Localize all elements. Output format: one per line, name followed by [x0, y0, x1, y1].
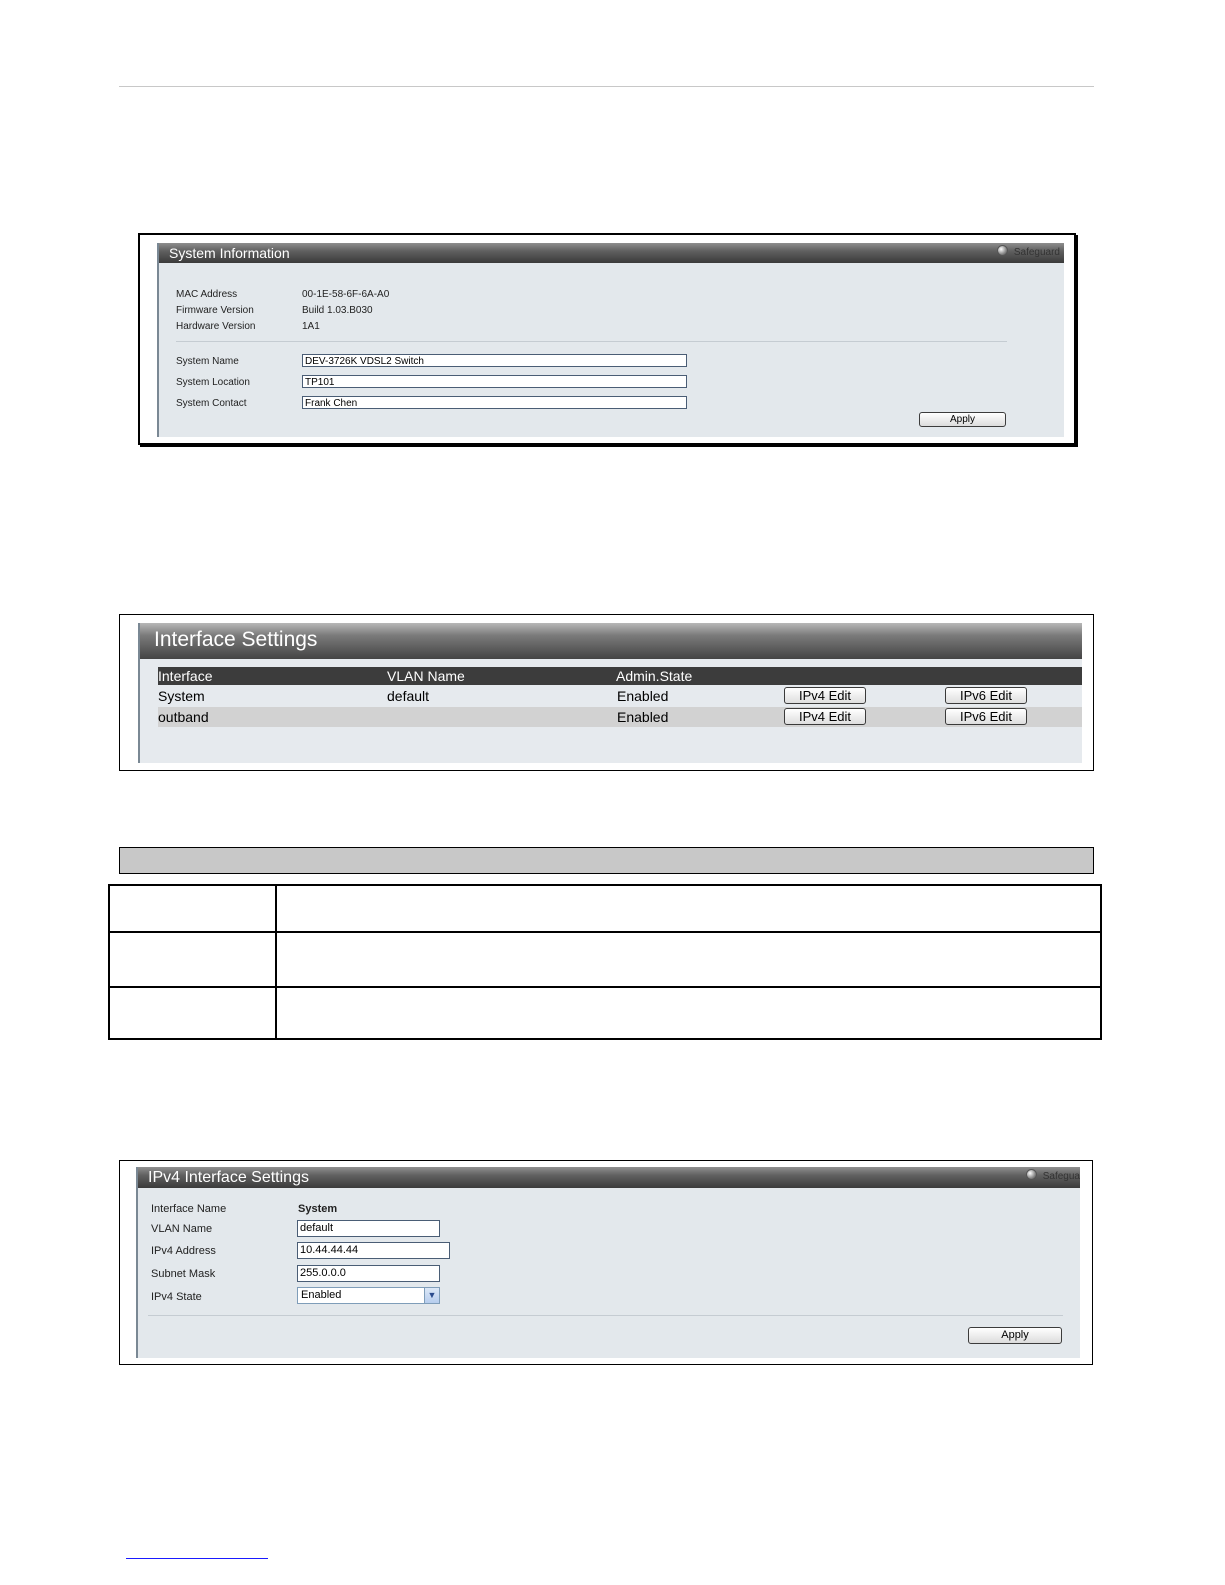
ipv4-address-input[interactable]: 10.44.44.44 — [297, 1242, 450, 1259]
ipv6-edit-button[interactable]: IPv6 Edit — [945, 687, 1027, 704]
admin-state-cell: Enabled — [617, 688, 669, 704]
document-table-column-divider — [275, 886, 277, 1038]
ipv4-interface-settings-panel — [136, 1167, 1080, 1358]
apply-button[interactable]: Apply — [919, 412, 1006, 427]
document-table-row — [110, 988, 1100, 1040]
column-header-admin-state: Admin.State — [616, 668, 693, 684]
section-divider — [176, 341, 1007, 342]
safeguard-icon — [1026, 1169, 1037, 1180]
panel-title: System Information — [159, 243, 1064, 263]
safeguard-label: Safeguard — [1013, 247, 1060, 258]
vlan-name-cell: default — [387, 688, 430, 704]
system-information-panel — [157, 243, 1064, 437]
safeguard-icon — [997, 245, 1008, 256]
system-contact-label: System Contact — [176, 398, 247, 409]
system-information-screenshot — [138, 233, 1076, 445]
safeguard-indicator[interactable] — [997, 243, 1060, 263]
column-header-interface: Interface — [158, 668, 213, 684]
safeguard-label: Safegua — [1042, 1171, 1080, 1182]
document-table — [108, 884, 1102, 1040]
vlan-name-input[interactable]: default — [297, 1220, 440, 1237]
footer-link-underline[interactable] — [126, 1558, 268, 1559]
interface-cell: outband — [158, 709, 209, 725]
ipv6-edit-button[interactable]: IPv6 Edit — [945, 708, 1027, 725]
table-row — [158, 686, 1082, 706]
panel-title: IPv4 Interface Settings — [138, 1167, 1080, 1188]
system-location-label: System Location — [176, 377, 250, 388]
document-table-row — [110, 933, 1100, 988]
table-header — [158, 667, 1082, 685]
interface-settings-panel — [138, 623, 1082, 763]
section-divider — [148, 1315, 1063, 1316]
system-name-label: System Name — [176, 356, 239, 367]
page-top-rule — [119, 86, 1094, 87]
system-name-input[interactable]: DEV-3726K VDSL2 Switch — [302, 354, 687, 367]
ipv4-state-select[interactable] — [297, 1287, 440, 1304]
hardware-version-value: 1A1 — [302, 321, 320, 332]
system-contact-input[interactable]: Frank Chen — [302, 396, 687, 409]
subnet-mask-input[interactable]: 255.0.0.0 — [297, 1265, 440, 1282]
apply-button[interactable]: Apply — [968, 1327, 1062, 1344]
interface-name-value: System — [298, 1203, 338, 1215]
ipv4-state-selected-value: Enabled — [301, 1289, 342, 1301]
hardware-version-label: Hardware Version — [176, 321, 256, 332]
ipv4-edit-button[interactable]: IPv4 Edit — [784, 708, 866, 725]
document-table-header — [119, 847, 1094, 874]
vlan-name-label: VLAN Name — [151, 1223, 213, 1235]
panel-title: Interface Settings — [140, 623, 1082, 659]
system-location-input[interactable]: TP101 — [302, 375, 687, 388]
document-table-row — [110, 886, 1100, 933]
safeguard-indicator[interactable] — [1026, 1167, 1080, 1187]
admin-state-cell: Enabled — [617, 709, 669, 725]
interface-cell: System — [158, 688, 205, 704]
mac-address-value: 00-1E-58-6F-6A-A0 — [302, 289, 390, 300]
column-header-vlan-name: VLAN Name — [387, 668, 465, 684]
mac-address-label: MAC Address — [176, 289, 238, 300]
interface-name-label: Interface Name — [151, 1203, 227, 1215]
table-row — [158, 707, 1082, 727]
firmware-version-label: Firmware Version — [176, 305, 254, 316]
ipv4-edit-button[interactable]: IPv4 Edit — [784, 687, 866, 704]
subnet-mask-label: Subnet Mask — [151, 1268, 216, 1280]
ipv4-state-label: IPv4 State — [151, 1291, 202, 1303]
chevron-down-icon[interactable]: ▼ — [424, 1288, 439, 1303]
firmware-version-value: Build 1.03.B030 — [302, 305, 373, 316]
ipv4-interface-settings-screenshot — [119, 1160, 1093, 1365]
ipv4-address-label: IPv4 Address — [151, 1245, 216, 1257]
interface-settings-screenshot — [119, 614, 1094, 771]
